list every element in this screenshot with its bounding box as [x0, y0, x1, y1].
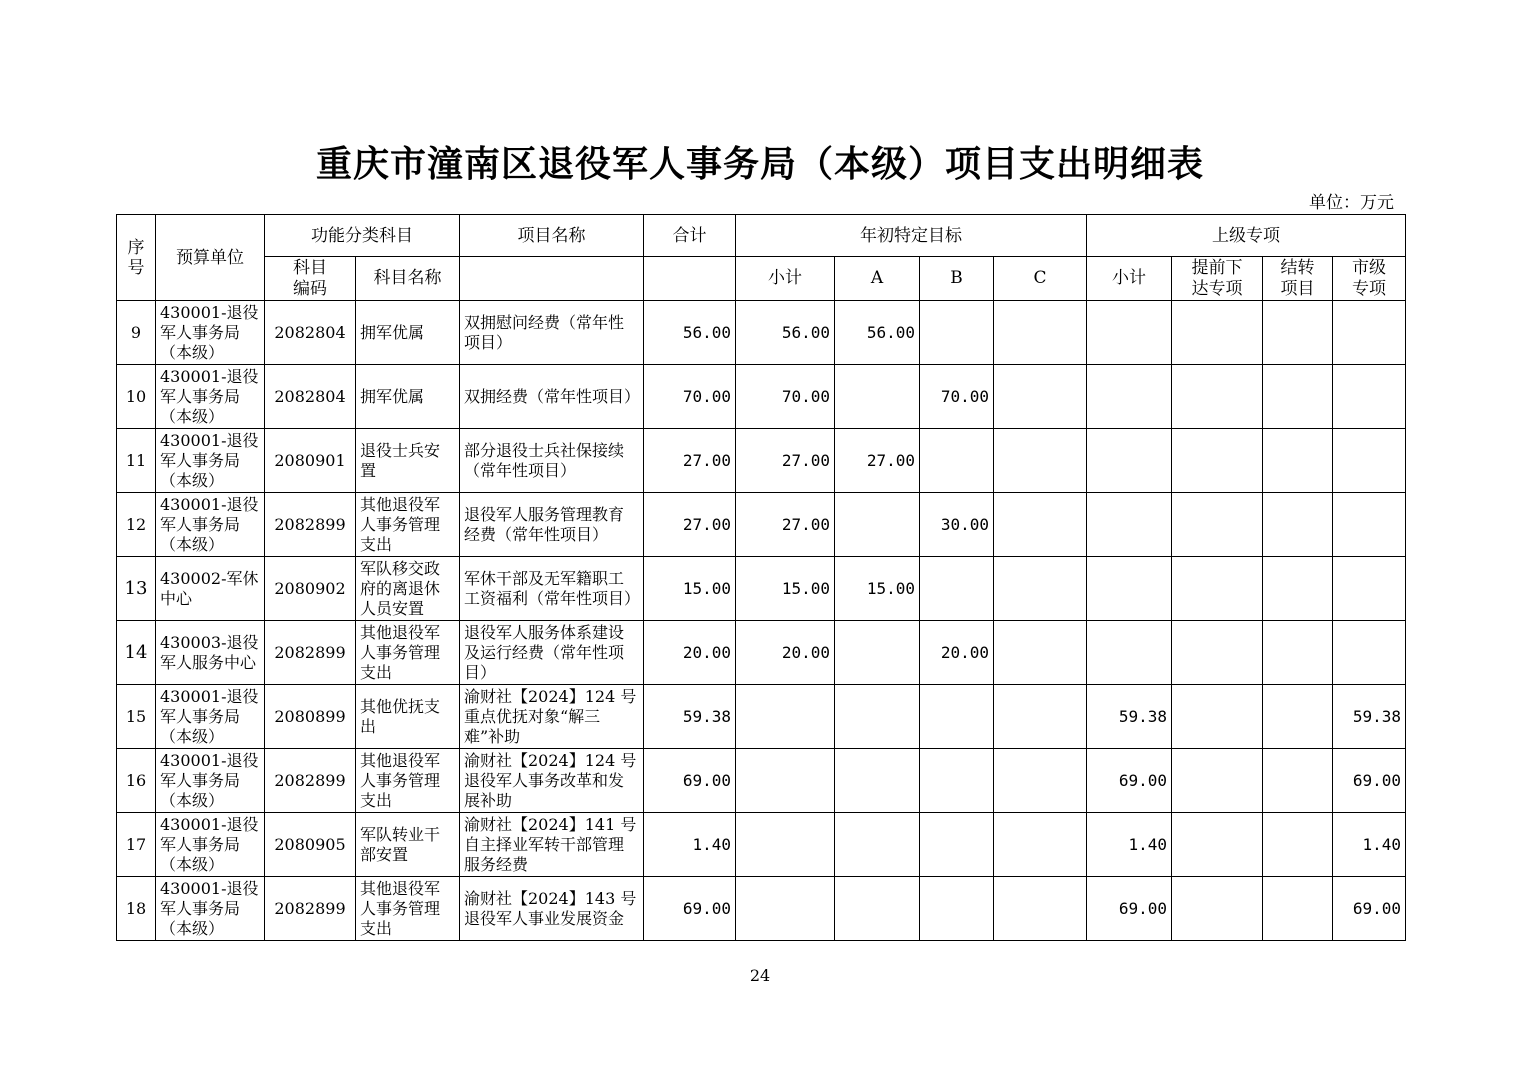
row-total: 56.00 — [644, 301, 736, 365]
row-target-a — [835, 621, 920, 685]
row-total: 59.38 — [644, 685, 736, 749]
row-target-c — [994, 877, 1087, 941]
row-target-subtotal: 70.00 — [736, 365, 835, 429]
row-sup-carry — [1263, 493, 1333, 557]
row-target-subtotal: 56.00 — [736, 301, 835, 365]
header-sup-advance: 提前下 达专项 — [1172, 257, 1263, 301]
row-target-a — [835, 813, 920, 877]
row-seq: 18 — [117, 877, 156, 941]
row-target-b — [920, 813, 994, 877]
table-row — [117, 749, 1406, 813]
row-budget-unit: 430001-退役军人事务局（本级） — [156, 301, 265, 365]
row-target-b — [920, 429, 994, 493]
row-sup-carry — [1263, 877, 1333, 941]
table-row — [117, 493, 1406, 557]
row-subject-name: 军队移交政府的离退休人员安置 — [356, 557, 460, 621]
row-target-b — [920, 749, 994, 813]
row-seq: 15 — [117, 685, 156, 749]
row-sup-subtotal — [1087, 365, 1172, 429]
row-subject-name: 其他退役军人事务管理支出 — [356, 877, 460, 941]
row-target-c — [994, 365, 1087, 429]
row-subject-name: 其他优抚支出 — [356, 685, 460, 749]
row-total: 69.00 — [644, 749, 736, 813]
row-subject-code: 2082899 — [265, 877, 356, 941]
row-subject-name: 拥军优属 — [356, 301, 460, 365]
row-target-b — [920, 301, 994, 365]
header-target-subtotal: 小计 — [736, 257, 835, 301]
row-subject-name: 其他退役军人事务管理支出 — [356, 621, 460, 685]
row-total: 69.00 — [644, 877, 736, 941]
row-target-subtotal — [736, 877, 835, 941]
header-sup-carry: 结转 项目 — [1263, 257, 1333, 301]
row-target-subtotal — [736, 685, 835, 749]
row-target-b — [920, 557, 994, 621]
row-total: 15.00 — [644, 557, 736, 621]
header-target-c: C — [994, 257, 1087, 301]
row-total: 70.00 — [644, 365, 736, 429]
table-row — [117, 301, 1406, 365]
row-seq: 10 — [117, 365, 156, 429]
row-sup-city: 69.00 — [1333, 749, 1406, 813]
header-total: 合计 — [644, 215, 736, 257]
row-target-subtotal: 27.00 — [736, 493, 835, 557]
row-budget-unit: 430001-退役军人事务局（本级） — [156, 365, 265, 429]
row-sup-subtotal — [1087, 493, 1172, 557]
row-sup-city — [1333, 429, 1406, 493]
row-budget-unit: 430001-退役军人事务局（本级） — [156, 429, 265, 493]
header-subject-name: 科目名称 — [356, 257, 460, 301]
header-sup-city: 市级 专项 — [1333, 257, 1406, 301]
header-sup-subtotal: 小计 — [1087, 257, 1172, 301]
row-sup-city — [1333, 493, 1406, 557]
row-project-name: 双拥慰问经费（常年性项目） — [460, 301, 644, 365]
row-total: 27.00 — [644, 493, 736, 557]
row-project-name: 渝财社【2024】124 号重点优抚对象“解三难”补助 — [460, 685, 644, 749]
row-seq: 16 — [117, 749, 156, 813]
row-subject-code: 2082899 — [265, 493, 356, 557]
row-target-a: 27.00 — [835, 429, 920, 493]
row-sup-carry — [1263, 749, 1333, 813]
row-sup-carry — [1263, 557, 1333, 621]
row-sup-advance — [1172, 749, 1263, 813]
row-subject-code: 2082899 — [265, 749, 356, 813]
row-sup-carry — [1263, 429, 1333, 493]
row-subject-code: 2082804 — [265, 365, 356, 429]
row-sup-subtotal — [1087, 557, 1172, 621]
row-target-b — [920, 877, 994, 941]
header-func-class: 功能分类科目 — [265, 215, 460, 257]
row-sup-city — [1333, 301, 1406, 365]
header-target: 年初特定目标 — [736, 215, 1087, 257]
row-sup-subtotal: 69.00 — [1087, 749, 1172, 813]
header-seq: 序 号 — [117, 215, 156, 301]
row-sup-carry — [1263, 813, 1333, 877]
row-sup-advance — [1172, 685, 1263, 749]
row-seq: 9 — [117, 301, 156, 365]
row-sup-subtotal — [1087, 621, 1172, 685]
row-project-name: 军休干部及无军籍职工工资福利（常年性项目） — [460, 557, 644, 621]
row-target-c — [994, 429, 1087, 493]
row-sup-carry — [1263, 621, 1333, 685]
row-sup-advance — [1172, 621, 1263, 685]
row-subject-code: 2080902 — [265, 557, 356, 621]
row-seq: 14 — [117, 621, 156, 685]
row-sup-city: 1.40 — [1333, 813, 1406, 877]
row-seq: 11 — [117, 429, 156, 493]
row-sup-city: 69.00 — [1333, 877, 1406, 941]
row-sup-carry — [1263, 301, 1333, 365]
row-subject-name: 其他退役军人事务管理支出 — [356, 493, 460, 557]
row-sup-advance — [1172, 493, 1263, 557]
project-expenditure-table — [116, 214, 1406, 941]
row-sup-carry — [1263, 685, 1333, 749]
row-target-b: 70.00 — [920, 365, 994, 429]
row-sup-city — [1333, 557, 1406, 621]
row-target-subtotal — [736, 749, 835, 813]
row-target-a — [835, 365, 920, 429]
row-target-a — [835, 493, 920, 557]
unit-label: 单位：万元 — [1309, 193, 1394, 213]
row-sup-city — [1333, 621, 1406, 685]
row-target-c — [994, 685, 1087, 749]
header-target-b: B — [920, 257, 994, 301]
table-row — [117, 429, 1406, 493]
row-target-c — [994, 557, 1087, 621]
row-total: 1.40 — [644, 813, 736, 877]
row-sup-advance — [1172, 877, 1263, 941]
row-project-name: 双拥经费（常年性项目） — [460, 365, 644, 429]
header-subject-code: 科目 编码 — [265, 257, 356, 301]
row-project-name: 退役军人服务体系建设及运行经费（常年性项目） — [460, 621, 644, 685]
row-subject-code: 2082804 — [265, 301, 356, 365]
table-row — [117, 365, 1406, 429]
row-project-name: 渝财社【2024】141 号自主择业军转干部管理服务经费 — [460, 813, 644, 877]
row-subject-name: 军队转业干部安置 — [356, 813, 460, 877]
row-sup-advance — [1172, 365, 1263, 429]
row-target-a: 15.00 — [835, 557, 920, 621]
row-budget-unit: 430001-退役军人事务局（本级） — [156, 877, 265, 941]
row-target-a — [835, 685, 920, 749]
row-subject-name: 退役士兵安置 — [356, 429, 460, 493]
row-subject-name: 拥军优属 — [356, 365, 460, 429]
row-target-subtotal: 27.00 — [736, 429, 835, 493]
table-row — [117, 557, 1406, 621]
header-target-a: A — [835, 257, 920, 301]
row-budget-unit: 430001-退役军人事务局（本级） — [156, 813, 265, 877]
row-budget-unit: 430001-退役军人事务局（本级） — [156, 685, 265, 749]
row-project-name: 退役军人服务管理教育经费（常年性项目） — [460, 493, 644, 557]
row-target-subtotal: 15.00 — [736, 557, 835, 621]
row-sup-advance — [1172, 429, 1263, 493]
row-project-name: 渝财社【2024】124 号退役军人事务改革和发展补助 — [460, 749, 644, 813]
row-target-a: 56.00 — [835, 301, 920, 365]
row-subject-code: 2080901 — [265, 429, 356, 493]
header-row-2 — [117, 257, 1406, 301]
row-project-name: 渝财社【2024】143 号退役军人事业发展资金 — [460, 877, 644, 941]
row-sup-subtotal — [1087, 301, 1172, 365]
row-sup-carry — [1263, 365, 1333, 429]
row-sup-advance — [1172, 557, 1263, 621]
table-row — [117, 621, 1406, 685]
row-target-c — [994, 493, 1087, 557]
row-sup-advance — [1172, 301, 1263, 365]
row-target-b: 30.00 — [920, 493, 994, 557]
row-sup-city — [1333, 365, 1406, 429]
row-sup-subtotal — [1087, 429, 1172, 493]
row-target-c — [994, 749, 1087, 813]
row-target-c — [994, 813, 1087, 877]
row-budget-unit: 430003-退役军人服务中心 — [156, 621, 265, 685]
row-sup-city: 59.38 — [1333, 685, 1406, 749]
row-sup-subtotal: 1.40 — [1087, 813, 1172, 877]
row-subject-code: 2080899 — [265, 685, 356, 749]
row-total: 20.00 — [644, 621, 736, 685]
row-sup-subtotal: 69.00 — [1087, 877, 1172, 941]
row-subject-code: 2082899 — [265, 621, 356, 685]
header-project-name: 项目名称 — [460, 215, 644, 257]
header-budget-unit: 预算单位 — [156, 215, 265, 301]
header-project-blank — [460, 257, 644, 301]
header-superior: 上级专项 — [1087, 215, 1406, 257]
row-target-b: 20.00 — [920, 621, 994, 685]
row-subject-name: 其他退役军人事务管理支出 — [356, 749, 460, 813]
row-budget-unit: 430002-军休中心 — [156, 557, 265, 621]
row-target-subtotal — [736, 813, 835, 877]
table-row — [117, 813, 1406, 877]
row-sup-advance — [1172, 813, 1263, 877]
row-total: 27.00 — [644, 429, 736, 493]
row-seq: 17 — [117, 813, 156, 877]
row-seq: 13 — [117, 557, 156, 621]
row-target-c — [994, 621, 1087, 685]
table-row — [117, 877, 1406, 941]
row-budget-unit: 430001-退役军人事务局（本级） — [156, 749, 265, 813]
page-title: 重庆市潼南区退役军人事务局（本级）项目支出明细表 — [315, 143, 1204, 185]
row-seq: 12 — [117, 493, 156, 557]
row-target-b — [920, 685, 994, 749]
header-total-blank — [644, 257, 736, 301]
table-row — [117, 685, 1406, 749]
row-target-subtotal: 20.00 — [736, 621, 835, 685]
page-number: 24 — [749, 966, 771, 985]
row-budget-unit: 430001-退役军人事务局（本级） — [156, 493, 265, 557]
row-target-a — [835, 749, 920, 813]
row-target-a — [835, 877, 920, 941]
header-row-1 — [117, 215, 1406, 257]
row-sup-subtotal: 59.38 — [1087, 685, 1172, 749]
row-target-c — [994, 301, 1087, 365]
row-project-name: 部分退役士兵社保接续（常年性项目） — [460, 429, 644, 493]
row-subject-code: 2080905 — [265, 813, 356, 877]
